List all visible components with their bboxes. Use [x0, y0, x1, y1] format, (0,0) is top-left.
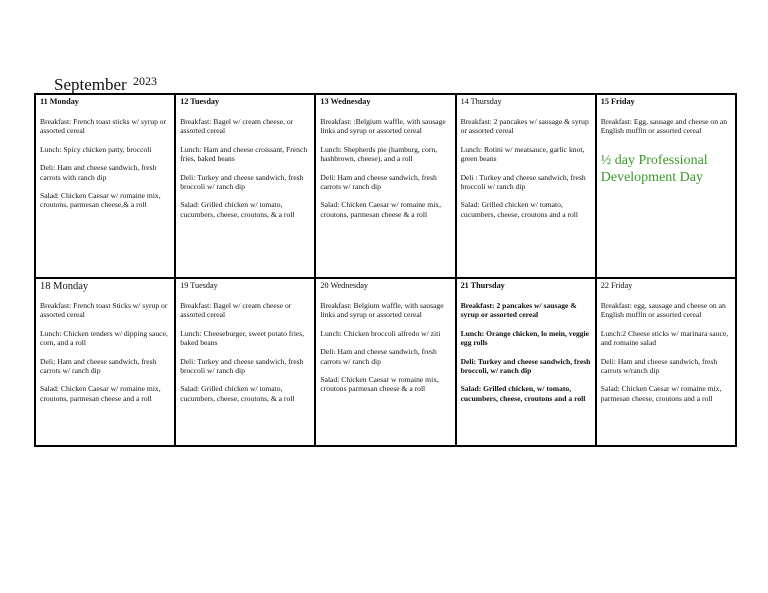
day-header: 22 Friday — [600, 281, 633, 290]
breakfast-item: Breakfast: Egg, sausage and cheese on an English muffin or assorted cereal — [600, 117, 728, 136]
day-cell-sep-22 — [596, 278, 736, 446]
day-cell-sep-15 — [596, 94, 736, 278]
breakfast-item: Breakfast: French toast Sticks w/ syrup or assorted cereal — [40, 301, 168, 320]
lunch-item: Lunch: Chicken tenders w/ dipping sauce, corn, and a roll — [40, 328, 168, 348]
lunch-menu-calendar — [34, 93, 737, 447]
day-cell-sep-18 — [35, 278, 175, 446]
deli-item: Deli: Ham and cheese sandwich, fresh carrots w/ranch dip — [600, 356, 718, 376]
day-header: 20 Wednesday — [320, 281, 368, 290]
lunch-item: Lunch: Rotini w/ meatsauce, garlic knot, green beans — [460, 144, 585, 164]
lunch-item: Lunch:2 Cheese sticks w/ marinara sauce, and romaine salad — [600, 328, 729, 348]
lunch-item: Lunch: Chicken broccoli alfredo w/ ziti — [320, 328, 441, 338]
day-cell-sep-21 — [456, 278, 596, 446]
breakfast-item: Breakfast: Belgium waffle, with sausage links and syrup or assorted cereal — [320, 301, 444, 320]
lunch-item: Lunch: Spicy chicken patty, broccoli — [40, 144, 152, 154]
deli-item: Deli: Turkey and cheese sandwich, fresh broccoli, w/ ranch dip — [460, 356, 591, 376]
breakfast-item: Breakfast: 2 pancakes w/ sausage & syrup or assorted cereal — [460, 117, 589, 136]
lunch-item: Lunch: Cheeseburger, sweet potato fries, baked beans — [180, 328, 305, 348]
deli-item: Deli: Ham and cheese sandwich, fresh carrots with ranch dip — [40, 163, 157, 182]
day-header: 14 Thursday — [460, 97, 502, 106]
salad-item: Salad: Chicken Caesar w/ romaine mix, parmesan cheese, croutons and a roll — [600, 384, 722, 403]
lunch-item: Lunch: Shepherds pie (hamburg, corn, hashbrown, cheese), and a roll — [320, 144, 438, 164]
lunch-item: Lunch: Orange chicken, lo mein, veggie egg rolls — [460, 328, 590, 348]
salad-item: Salad: Grilled chicken w/ tomato, cucumbers, cheese, croutons, & a roll — [180, 384, 295, 403]
lunch-item: Lunch: Ham and cheese croissant, French fries, baked beans — [180, 144, 308, 164]
breakfast-item: Breakfast: :Belgium waffle, with sausage links and syrup or assorted cereal — [320, 117, 446, 136]
breakfast-item: Breakfast: Bagel w/ cream cheese, or assorted cereal — [180, 117, 294, 136]
salad-item: Salad: Grilled chicken, w/ tomato, cucumbers, cheese, croutons and a roll — [460, 384, 586, 403]
deli-item: Deli : Turkey and cheese sandwich, fresh broccoli w/ ranch dip — [460, 172, 586, 192]
deli-item: Deli: Ham and cheese sandwich, fresh carrots w/ ranch dip — [320, 172, 437, 192]
day-cell-sep-13 — [315, 94, 455, 278]
salad-item: Salad: Chicken Caesar w romaine mix, croutons parmesan cheese & a roll — [320, 375, 439, 394]
breakfast-item: Breakfast: Bagel w/ cream cheese or assorted cereal — [180, 301, 292, 320]
calendar-title — [54, 71, 157, 95]
deli-item: Deli: Turkey and cheese sandwich, fresh broccoli w/ ranch dip — [180, 172, 304, 192]
day-header: 13 Wednesday — [320, 97, 371, 106]
day-cell-sep-19 — [175, 278, 315, 446]
salad-item: Salad: Chicken Caesar w/ romaine mix, croutons, parmesan cheese and a roll — [40, 384, 161, 403]
week-row-1 — [35, 94, 736, 278]
salad-item: Salad: Chicken Caesar w/ romaine mix, croutons, parmesan cheese,& a roll — [40, 191, 161, 210]
day-cell-sep-14 — [456, 94, 596, 278]
deli-item: Deli; Ham and cheese sandwich, fresh carrots w/ ranch dip — [40, 356, 157, 376]
week-row-2 — [35, 278, 736, 446]
half-day-note: ½ day Professional Development Day — [600, 152, 708, 185]
salad-item: Salad: Chicken Caesar w/ romaine mix, croutons, parmesan cheese & a roll — [320, 200, 441, 219]
year-label: 2023 — [132, 74, 157, 88]
deli-item: Deli: Ham and cheese sandwich, fresh carrots w/ ranch dip — [320, 347, 437, 366]
day-header: 15 Friday — [600, 97, 635, 106]
salad-item: Salad: Grilled chicken w/ tomato, cucumbers, cheese, croutons, & a roll — [180, 200, 295, 219]
month-label: September — [54, 75, 127, 94]
day-header: 18 Monday — [40, 281, 89, 292]
salad-item: Salad: Grilled chicken w/ tomato, cucumbers, cheese, croutons and a roll — [460, 200, 579, 219]
breakfast-item: Breakfast: 2 pancakes w/ sausage & syrup or assorted cereal — [460, 301, 577, 320]
day-cell-sep-12 — [175, 94, 315, 278]
breakfast-item: Breakfast: French toast sticks w/ syrup or assorted cereal — [40, 117, 167, 136]
breakfast-item: Breakfast: egg, sausage and cheese on an English muffin or assorted cereal — [600, 301, 726, 320]
deli-item: Deli: Turkey and cheese sandwich, fresh broccoli w/ ranch dip — [180, 356, 304, 376]
day-header: 11 Monday — [40, 97, 79, 106]
day-cell-sep-20 — [315, 278, 455, 446]
day-header: 19 Tuesday — [180, 281, 218, 290]
day-header: 12 Tuesday — [180, 97, 220, 106]
day-cell-sep-11 — [35, 94, 175, 278]
day-header: 21 Thursday — [460, 281, 505, 290]
